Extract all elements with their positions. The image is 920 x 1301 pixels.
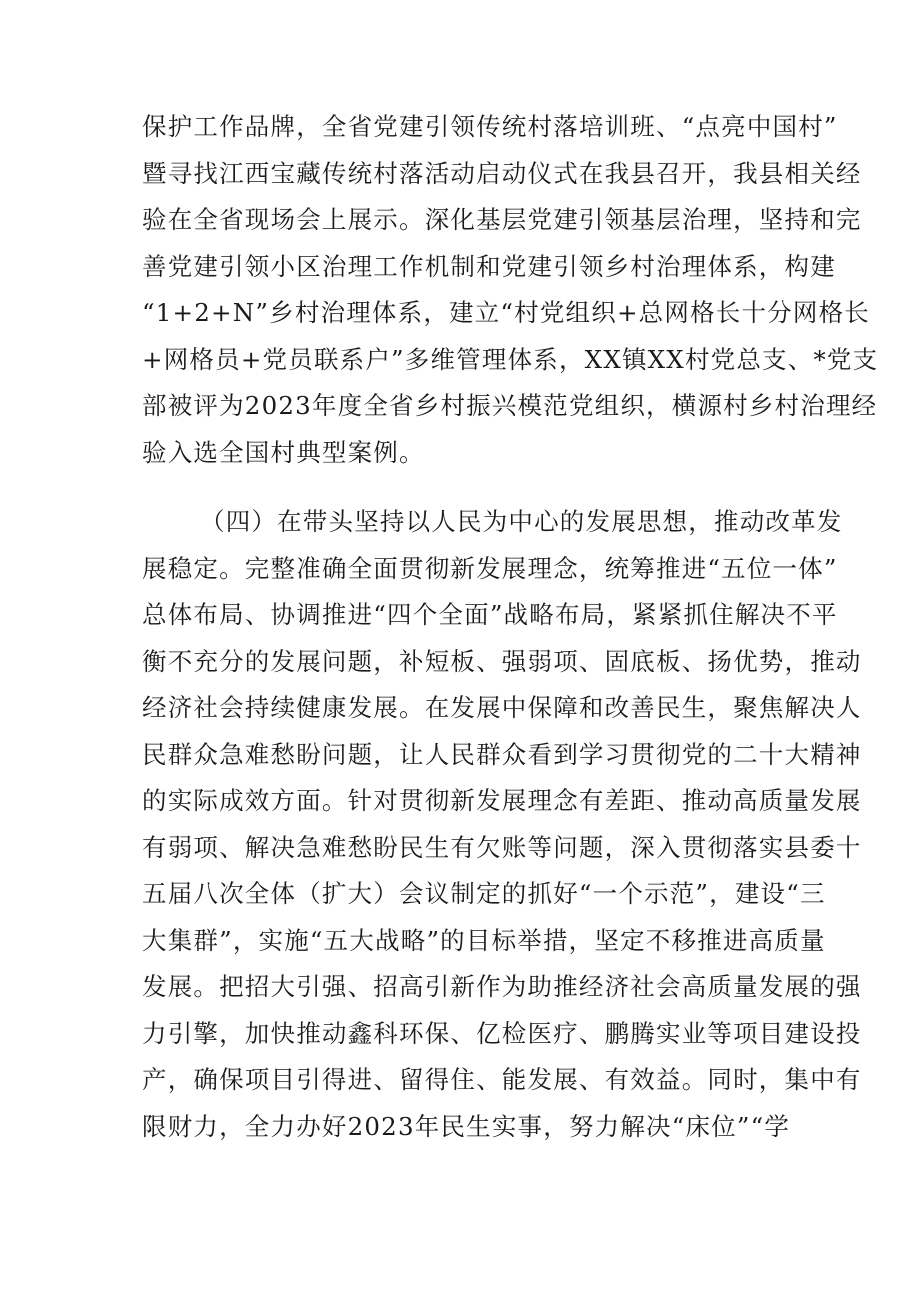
- paragraph-line: 衡不充分的发展问题，补短板、强弱项、固底板、扬优势，推动: [142, 646, 862, 676]
- paragraph-line: “1+2+N”乡村治理体系，建立“村党组织+总网格长十分网格长: [142, 298, 870, 327]
- paragraph-line: +网格员+党员联系户”多维管理体系，XX镇XX村党总支、*党支: [142, 344, 879, 374]
- paragraph-line: 大集群”，实施“五大战略”的目标举措，坚定不移推进高质量: [142, 925, 826, 955]
- paragraph-line: 民群众急难愁盼问题，让人民群众看到学习贯彻党的二十大精神: [142, 739, 862, 769]
- section-heading-line: （四）在带头坚持以人民为中心的发展思想，推动改革发: [200, 507, 843, 536]
- paragraph-line: 部被评为2023年度全省乡村振兴模范党组织，横源村乡村治理经: [142, 391, 878, 420]
- paragraph-line: 验入选全国村典型案例。: [142, 437, 425, 467]
- paragraph-line: 发展。把招大引强、招高引新作为助推经济社会高质量发展的强: [142, 972, 862, 1001]
- paragraph-line: 善党建引领小区治理工作机制和党建引领乡村治理体系，构建: [142, 251, 836, 281]
- paragraph-line: 产，确保项目引得进、留得住、能发展、有效益。同时，集中有: [142, 1065, 862, 1094]
- paragraph-line: 限财力，全力办好2023年民生实事，努力解决“床位”“学: [142, 1111, 791, 1141]
- paragraph-line: 总体布局、协调推进“四个全面”战略布局，紧紧抓住解决不平: [142, 600, 838, 629]
- paragraph-line: 保护工作品牌，全省党建引领传统村落培训班、“点亮中国村”: [142, 112, 838, 141]
- paragraph-line: 的实际成效方面。针对贯彻新发展理念有差距、推动高质量发展: [142, 786, 862, 815]
- paragraph-line: 经济社会持续健康发展。在发展中保障和改善民生，聚焦解决人: [142, 693, 862, 722]
- paragraph-1: [142, 104, 879, 476]
- paragraph-line: 暨寻找江西宝藏传统村落活动启动仪式在我县召开，我县相关经: [142, 158, 862, 188]
- paragraph-line: 力引擎，加快推动鑫科环保、亿检医疗、鹏腾实业等项目建设投: [142, 1018, 862, 1048]
- paragraph-2: [142, 499, 862, 1150]
- paragraph-line: 展稳定。完整准确全面贯彻新发展理念，统筹推进“五位一体”: [142, 553, 838, 583]
- paragraph-line: 验在全省现场会上展示。深化基层党建引领基层治理，坚持和完: [142, 205, 862, 234]
- paragraph-line: 有弱项、解决急难愁盼民生有欠账等问题，深入贯彻落实县委十: [142, 832, 862, 862]
- paragraph-line: 五届八次全体（扩大）会议制定的抓好“一个示范”，建设“三: [142, 879, 826, 908]
